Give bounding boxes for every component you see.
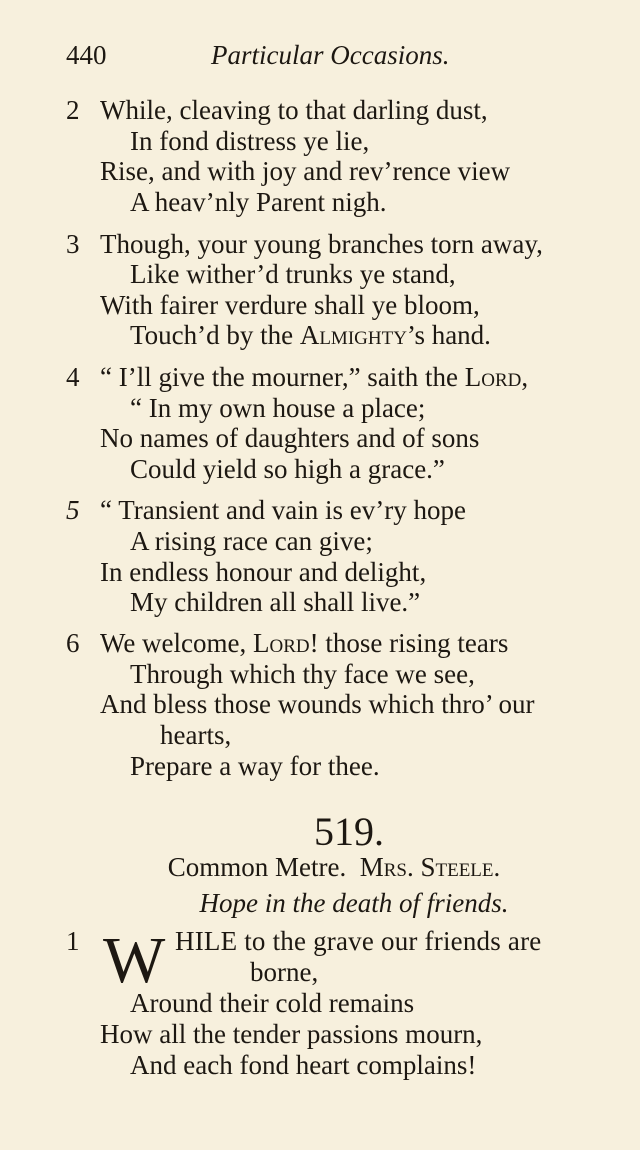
small-caps-word: Almighty <box>299 320 407 350</box>
hymn-line-text: “ I’ll give the mourner,” saith the <box>100 362 465 392</box>
hymn-line: Prepare a way for thee. <box>130 751 380 781</box>
hymn-line: Could yield so high a grace.” <box>130 454 445 484</box>
stanza-number: 4 <box>66 362 80 392</box>
hymn-line: borne, <box>250 957 319 987</box>
hymn-number: 519. <box>314 809 384 854</box>
small-caps-word: Lord <box>253 628 310 658</box>
hymn-line: How all the tender passions mourn, <box>100 1019 483 1049</box>
hymn-line-text: , <box>521 362 529 392</box>
hymn-author: Mrs. Steele. <box>359 852 501 882</box>
stanza-number: 3 <box>66 229 80 259</box>
hymn-line <box>130 319 491 351</box>
stanza-number: 5 <box>66 495 80 525</box>
hymn-line: Rise, and with joy and rev’rence view <box>100 156 511 186</box>
hymn-line: No names of daughters and of sons <box>100 423 480 453</box>
drop-cap: W <box>103 924 166 997</box>
stanza-number: 6 <box>66 628 80 658</box>
small-caps-word: Lord <box>464 362 522 392</box>
hymn-line: “ Transient and vain is ev’ry hope <box>100 495 466 525</box>
hymn-line: My children all shall live.” <box>130 587 421 617</box>
hymn-meter: Common Metre. <box>167 852 347 882</box>
hymn-line: Like wither’d trunks ye stand, <box>130 259 456 289</box>
hymn-line: Through which thy face we see, <box>130 659 475 689</box>
hymn-line <box>100 627 508 659</box>
hymn-line: And each fond heart complains! <box>130 1050 477 1080</box>
hymn-line: A heav’nly Parent nigh. <box>130 187 387 217</box>
hymn-line: In fond distress ye lie, <box>130 126 370 156</box>
hymn-line: In endless honour and delight, <box>100 557 427 587</box>
stanza-number: 1 <box>66 926 80 956</box>
hymn-line-text: ! those rising tears <box>309 628 509 658</box>
hymn-line: Though, your young branches torn away, <box>100 229 543 259</box>
running-title: Particular Occasions. <box>211 40 450 70</box>
hymn-line <box>100 361 528 393</box>
hymn-line: “ In my own house a place; <box>130 393 426 423</box>
hymn-line-text: ’s hand. <box>406 320 491 350</box>
stanza-number: 2 <box>66 95 80 125</box>
hymn-line: With fairer verdure shall ye bloom, <box>100 290 480 320</box>
hymn-subject: Hope in the death of friends. <box>199 888 509 918</box>
hymn-line: hearts, <box>160 720 232 750</box>
hymn-line-text: Touch’d by the <box>130 320 300 350</box>
hymn-line: Around their cold remains <box>130 988 415 1018</box>
hymn-line: And bless those wounds which thro’ our <box>100 689 535 719</box>
page-header <box>66 40 490 80</box>
hymn-line: While, cleaving to that darling dust, <box>100 95 488 125</box>
page-number: 440 <box>66 40 107 70</box>
hymn-line-text: We welcome, <box>100 628 254 658</box>
hymn-line: A rising race can give; <box>130 526 373 556</box>
hymn-meter-author <box>0 852 640 883</box>
hymn-line: HILE to the grave our friends are <box>175 926 542 956</box>
